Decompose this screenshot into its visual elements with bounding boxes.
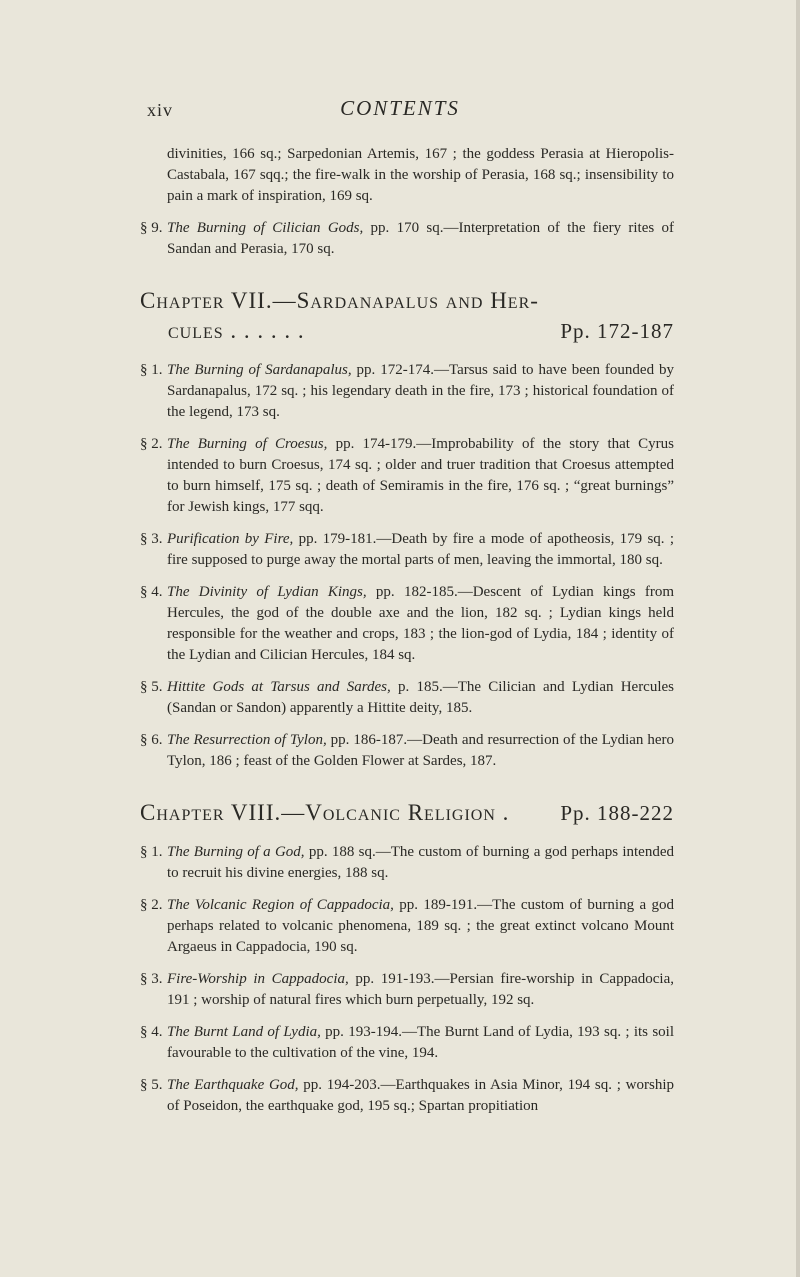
- section-entry: [140, 895, 674, 958]
- section-title: The Earthquake God,: [167, 1077, 299, 1093]
- section-title: Purification by Fire,: [167, 531, 294, 547]
- section-entry: [140, 582, 674, 666]
- section-text: pp. 174-179.—Improbability of the story that Cyrus intended to burn Croesus, 174 sq. ; older and truer tradition that Croesus attempted to burn himself, 175 sq. ; death of Semiramis in the fire, 176 sq. ; “great burnings” for Jewish kings, 177 sqq.: [167, 436, 674, 515]
- section-entry: [140, 842, 674, 884]
- section-title: The Divinity of Lydian Kings,: [167, 584, 367, 600]
- section-text: pp. 182-185.—Descent of Lydian kings from Hercules, the god of the double axe and the lion, 182 sq. ; Lydian kings held responsible for the weather and crops, 183 ; the lion-god of Lydia, 184 ; identity of the Lydian and Cilician Hercules, 184 sq.: [167, 584, 675, 663]
- section-title: The Resurrection of Tylon,: [167, 732, 327, 748]
- page-number: xiv: [147, 100, 174, 120]
- section-entry: [140, 434, 674, 518]
- section-title: Fire-Worship in Cappadocia,: [167, 971, 349, 987]
- section-text: pp. 179-181.—Death by fire a mode of apotheosis, 179 sq. ; fire supposed to purge away the mortal parts of men, leaving the immortal, 180 sq.: [167, 531, 675, 568]
- section-number: § 6.: [140, 732, 163, 748]
- chapter-pages: Pp. 172-187: [560, 319, 674, 343]
- section-title: The Burning of Croesus,: [167, 436, 328, 452]
- section-text: p. 185.—The Cilician and Lydian Hercules (Sandan or Sandon) apparently a Hittite deity, 185.: [167, 679, 675, 716]
- section-title: The Burnt Land of Lydia,: [167, 1024, 321, 1040]
- chapter7-section-list: [140, 360, 674, 772]
- chapter-title-line1: Chapter VII.—Sardanapalus and Her-: [140, 288, 539, 313]
- chapter-title-line1: Chapter VIII.—Volcanic Religion: [140, 800, 496, 825]
- section-entry: [140, 218, 674, 260]
- section-number: § 9.: [140, 220, 163, 236]
- contents-body: [140, 144, 674, 1117]
- pre-section-list: [140, 218, 674, 260]
- section-entry: [140, 529, 674, 571]
- section-entry: [140, 677, 674, 719]
- section-text: pp. 186-187.—Death and resurrection of the Lydian hero Tylon, 186 ; feast of the Golden Flower at Sardes, 187.: [167, 732, 675, 769]
- running-title: CONTENTS: [340, 96, 460, 120]
- section-text: pp. 188 sq.—The custom of burning a god perhaps intended to recruit his divine energies, 188 sq.: [167, 844, 674, 881]
- section-number: § 3.: [140, 971, 163, 987]
- section-title: The Burning of Sardanapalus,: [167, 362, 352, 378]
- leader-dots: . . . . . .: [223, 318, 305, 343]
- section-number: § 1.: [140, 362, 163, 378]
- section-title: The Volcanic Region of Cappadocia,: [167, 897, 394, 913]
- section-text: pp. 170 sq.—Interpretation of the fiery rites of Sandan and Perasia, 170 sq.: [167, 220, 674, 257]
- section-number: § 4.: [140, 584, 163, 600]
- section-text: pp. 193-194.—The Burnt Land of Lydia, 193 sq. ; its soil favourable to the cultivation of the vine, 194.: [167, 1024, 674, 1061]
- section-entry: [140, 1075, 674, 1117]
- chapter-heading: [140, 798, 674, 828]
- section-entry: [140, 1022, 674, 1064]
- continuation-text: divinities, 166 sq.; Sarpedonian Artemis, 167 ; the goddess Perasia at Hieropolis-Castabala, 167 sqq.; the fire-walk in the worship of Perasia, 168 sq.; insensibility to pain a mark of inspiration, 169 sq.: [167, 146, 674, 204]
- chapter-pages: Pp. 188-222: [560, 801, 674, 825]
- section-title: The Burning of Cilician Gods,: [167, 220, 364, 236]
- section-title: Hittite Gods at Tarsus and Sardes,: [167, 679, 391, 695]
- section-number: § 1.: [140, 844, 163, 860]
- section-text: pp. 191-193.—Persian fire-worship in Cappadocia, 191 ; worship of natural fires which burn perpetually, 192 sq.: [167, 971, 674, 1008]
- section-entry: [140, 730, 674, 772]
- section-text: pp. 194-203.—Earthquakes in Asia Minor, 194 sq. ; worship of Poseidon, the earthquake god, 195 sq.; Spartan propitiation: [167, 1077, 674, 1114]
- section-number: § 2.: [140, 897, 163, 913]
- section-number: § 4.: [140, 1024, 163, 1040]
- page-edge: [796, 0, 800, 1277]
- section-number: § 2.: [140, 436, 163, 452]
- section-number: § 5.: [140, 679, 163, 695]
- section-text: pp. 172-174.—Tarsus said to have been founded by Sardanapalus, 172 sq. ; his legendary death in the fire, 173 ; historical foundation of the legend, 173 sq.: [167, 362, 674, 420]
- page-header: [0, 96, 800, 126]
- section-title: The Burning of a God,: [167, 844, 305, 860]
- section-entry: [140, 360, 674, 423]
- chapter-heading: [140, 286, 674, 346]
- section-entry: [140, 969, 674, 1011]
- leader-dots: .: [495, 800, 510, 825]
- section-text: pp. 189-191.—The custom of burning a god perhaps related to volcanic phenomena, 189 sq. ; the great extinct volcano Mount Argaeus in Cappadocia, 190 sq.: [167, 897, 675, 955]
- section-number: § 5.: [140, 1077, 163, 1093]
- chapter8-section-list: [140, 842, 674, 1117]
- section-number: § 3.: [140, 531, 163, 547]
- chapter-title-line2: cules: [168, 318, 224, 343]
